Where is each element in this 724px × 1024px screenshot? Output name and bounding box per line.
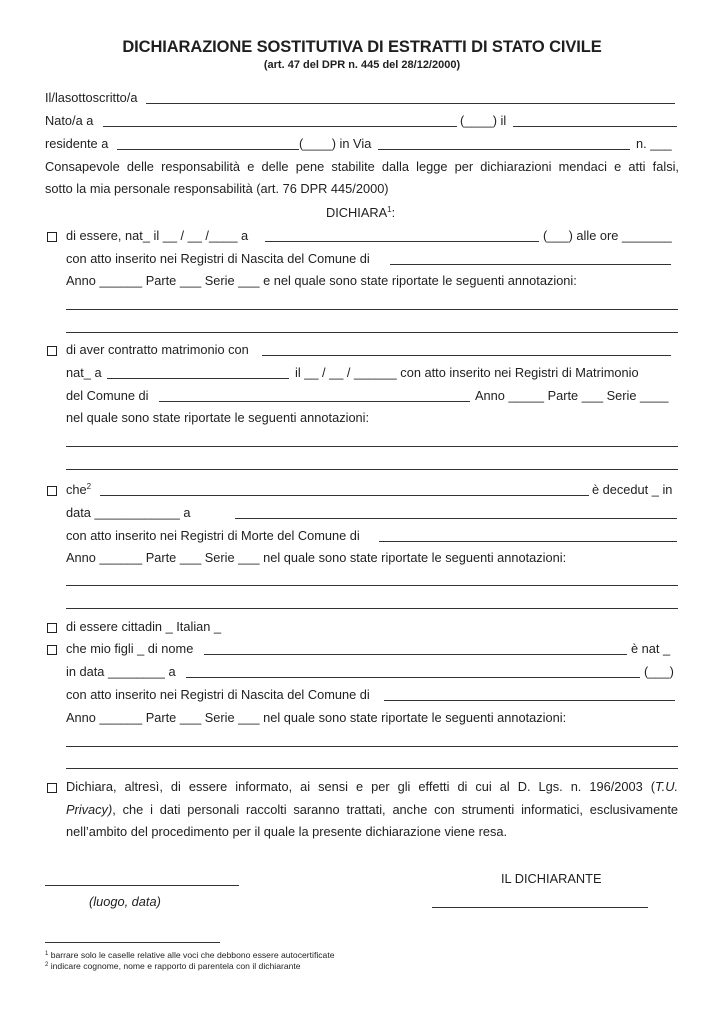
- residente-row: [0, 135, 724, 153]
- figli-row-2: [0, 663, 724, 681]
- luogo-nascita-field[interactable]: [103, 126, 457, 127]
- privacy-row-3: [0, 823, 724, 841]
- privacy-line-1: [66, 778, 678, 796]
- cittadinanza-row: [0, 618, 724, 636]
- privacy-line-2: [66, 801, 678, 819]
- nato-label: Nato/a a: [45, 113, 94, 128]
- footnote-2-text: indicare cognome, nome e rapporto di parentela con il dichiarante: [50, 961, 301, 971]
- figli-data-label: in data ________ a: [66, 664, 176, 679]
- matrimonio-annotazioni-line-2[interactable]: [66, 469, 678, 470]
- morte-anno-label: Anno ______ Parte ___ Serie ___ nel quale sono state riportate le seguenti annotazioni:: [66, 550, 567, 565]
- figli-row-4: [0, 709, 724, 727]
- privacy-text-1: Dichiara, altresì, di essere informato, ai sensi e per gli effetti di cui al D. Lgs. n. 196/2003 (: [66, 779, 655, 794]
- figli-row-3: [0, 686, 724, 704]
- matrimonio-annotazioni-label: nel quale sono state riportate le seguenti annotazioni:: [66, 410, 370, 425]
- morte-che-text: che: [66, 482, 87, 497]
- figli-anno-label: Anno ______ Parte ___ Serie ___ nel quale sono state riportate le seguenti annotazioni:: [66, 710, 567, 725]
- figli-nato-label: è nat _: [631, 641, 671, 656]
- nascita-label: di essere, nat_ il __ / __ /____ a: [66, 228, 249, 243]
- coniuge-field[interactable]: [262, 355, 671, 356]
- nascita-row-1: [0, 227, 724, 245]
- privacy-italic: Privacy): [66, 802, 113, 817]
- nascita-annotazioni-line-2[interactable]: [66, 332, 678, 333]
- via-field[interactable]: [378, 149, 630, 150]
- document-title: DICHIARAZIONE SOSTITUTIVA DI ESTRATTI DI STATO CIVILE: [122, 38, 602, 56]
- dichiara-heading: [326, 204, 395, 222]
- footnote-2-number: 2: [45, 962, 49, 968]
- morte-data-label: data ____________ a: [66, 505, 191, 520]
- matrimonio-row-4: [0, 409, 724, 427]
- figli-comune-field[interactable]: [384, 700, 675, 701]
- cittadinanza-label: di essere cittadin _ Italian _: [66, 619, 222, 634]
- nascita-luogo-field[interactable]: [265, 241, 539, 242]
- matrimonio-anno-label: Anno _____ Parte ___ Serie ____: [475, 388, 669, 403]
- figli-row-1: [0, 640, 724, 658]
- figli-label: che mio figli _ di nome: [66, 641, 194, 656]
- in-via-label: (____) in Via: [299, 136, 372, 151]
- numero-label: n. ___: [636, 136, 672, 151]
- provincia-il-label: (____) il: [460, 113, 507, 128]
- firma-field[interactable]: [432, 907, 648, 908]
- dichiara-text: DICHIARA: [326, 205, 388, 220]
- coniuge-luogo-field[interactable]: [107, 378, 289, 379]
- matrimonio-data-label: il __ / __ / ______ con atto inserito nei Registri di Matrimonio: [295, 365, 639, 380]
- nascita-anno-label: Anno ______ Parte ___ Serie ___ e nel quale sono state riportate le seguenti annotazioni:: [66, 273, 577, 288]
- dichiara-colon: :: [391, 205, 396, 220]
- nascita-registro-label: con atto inserito nei Registri di Nascita del Comune di: [66, 251, 370, 266]
- morte-luogo-field[interactable]: [235, 518, 677, 519]
- footnote-2: [45, 961, 301, 971]
- data-nascita-field[interactable]: [513, 126, 677, 127]
- matrimonio-label: di aver contratto matrimonio con: [66, 342, 249, 357]
- residente-label: residente a: [45, 136, 109, 151]
- morte-row-3: [0, 527, 724, 545]
- matrimonio-comune-label: del Comune di: [66, 388, 149, 403]
- matrimonio-annotazioni-line-1[interactable]: [66, 446, 678, 447]
- coniuge-nato-label: nat_ a: [66, 365, 102, 380]
- footnote-ref-1: 1: [387, 205, 392, 214]
- footnote-1-text: barrare solo le caselle relative alle voci che debbono essere autocertificate: [50, 950, 335, 960]
- sottoscritto-row: [0, 89, 724, 107]
- defunto-field[interactable]: [100, 495, 589, 496]
- checkbox-privacy[interactable]: [47, 783, 57, 793]
- figli-annotazioni-line-2[interactable]: [66, 768, 678, 769]
- document-subtitle: (art. 47 del DPR n. 445 del 28/12/2000): [263, 59, 461, 71]
- privacy-text-3: nell’ambito del procedimento per il quale la presente dichiarazione viene resa.: [66, 824, 508, 839]
- footnote-ref-2: 2: [86, 482, 92, 491]
- morte-annotazioni-line-2[interactable]: [66, 608, 678, 609]
- luogo-data-row: [0, 893, 724, 911]
- luogo-data-label: (luogo, data): [89, 894, 161, 909]
- dichiara-row: [0, 204, 724, 222]
- morte-row-2: [0, 504, 724, 522]
- figli-provincia-label: (___): [644, 664, 674, 679]
- dichiarante-row: [0, 870, 724, 888]
- figli-registro-label: con atto inserito nei Registri di Nascita del Comune di: [66, 687, 370, 702]
- nascita-row-3: [0, 272, 724, 290]
- consapevole-line-2: sotto la mia personale responsabilità (art. 76 DPR 445/2000): [45, 181, 389, 196]
- morte-row-4: [0, 549, 724, 567]
- figli-annotazioni-line-1[interactable]: [66, 746, 678, 747]
- dichiarante-label: IL DICHIARANTE: [501, 871, 602, 886]
- matrimonio-comune-field[interactable]: [159, 401, 470, 402]
- nascita-comune-field[interactable]: [390, 264, 671, 265]
- matrimonio-row-1: [0, 341, 724, 359]
- figlio-nome-field[interactable]: [204, 654, 627, 655]
- morte-row-1: [0, 481, 724, 499]
- nascita-row-2: [0, 250, 724, 268]
- figlio-luogo-field[interactable]: [186, 677, 640, 678]
- consapevole-row-2: [0, 180, 724, 198]
- footnote-separator: [45, 942, 220, 943]
- nascita-ore-label: (___) alle ore _______: [543, 228, 672, 243]
- nascita-annotazioni-line-1[interactable]: [66, 309, 678, 310]
- morte-registro-label: con atto inserito nei Registri di Morte del Comune di: [66, 528, 360, 543]
- nato-row: [0, 112, 724, 130]
- sottoscritto-field[interactable]: [146, 103, 675, 104]
- footnote-1: [45, 950, 335, 960]
- residenza-field[interactable]: [117, 149, 299, 150]
- morte-annotazioni-line-1[interactable]: [66, 585, 678, 586]
- privacy-text-2: , che i dati personali raccolti saranno trattati, anche con strumenti informatici, esclusivamente: [112, 802, 678, 817]
- morte-comune-field[interactable]: [379, 541, 677, 542]
- footnote-1-number: 1: [45, 951, 49, 957]
- matrimonio-row-2: [0, 364, 724, 382]
- matrimonio-row-3: [0, 387, 724, 405]
- consapevole-line-1: Consapevole delle responsabilità e delle pene stabilite dalla legge per dichiarazioni mendaci e atti falsi,: [45, 159, 679, 174]
- morte-che-label: [66, 481, 91, 499]
- sottoscritto-label: Il/lasottoscritto/a: [45, 90, 138, 105]
- deceduto-label: è decedut _ in: [592, 482, 673, 497]
- privacy-tu-italic: T.U.: [655, 779, 678, 794]
